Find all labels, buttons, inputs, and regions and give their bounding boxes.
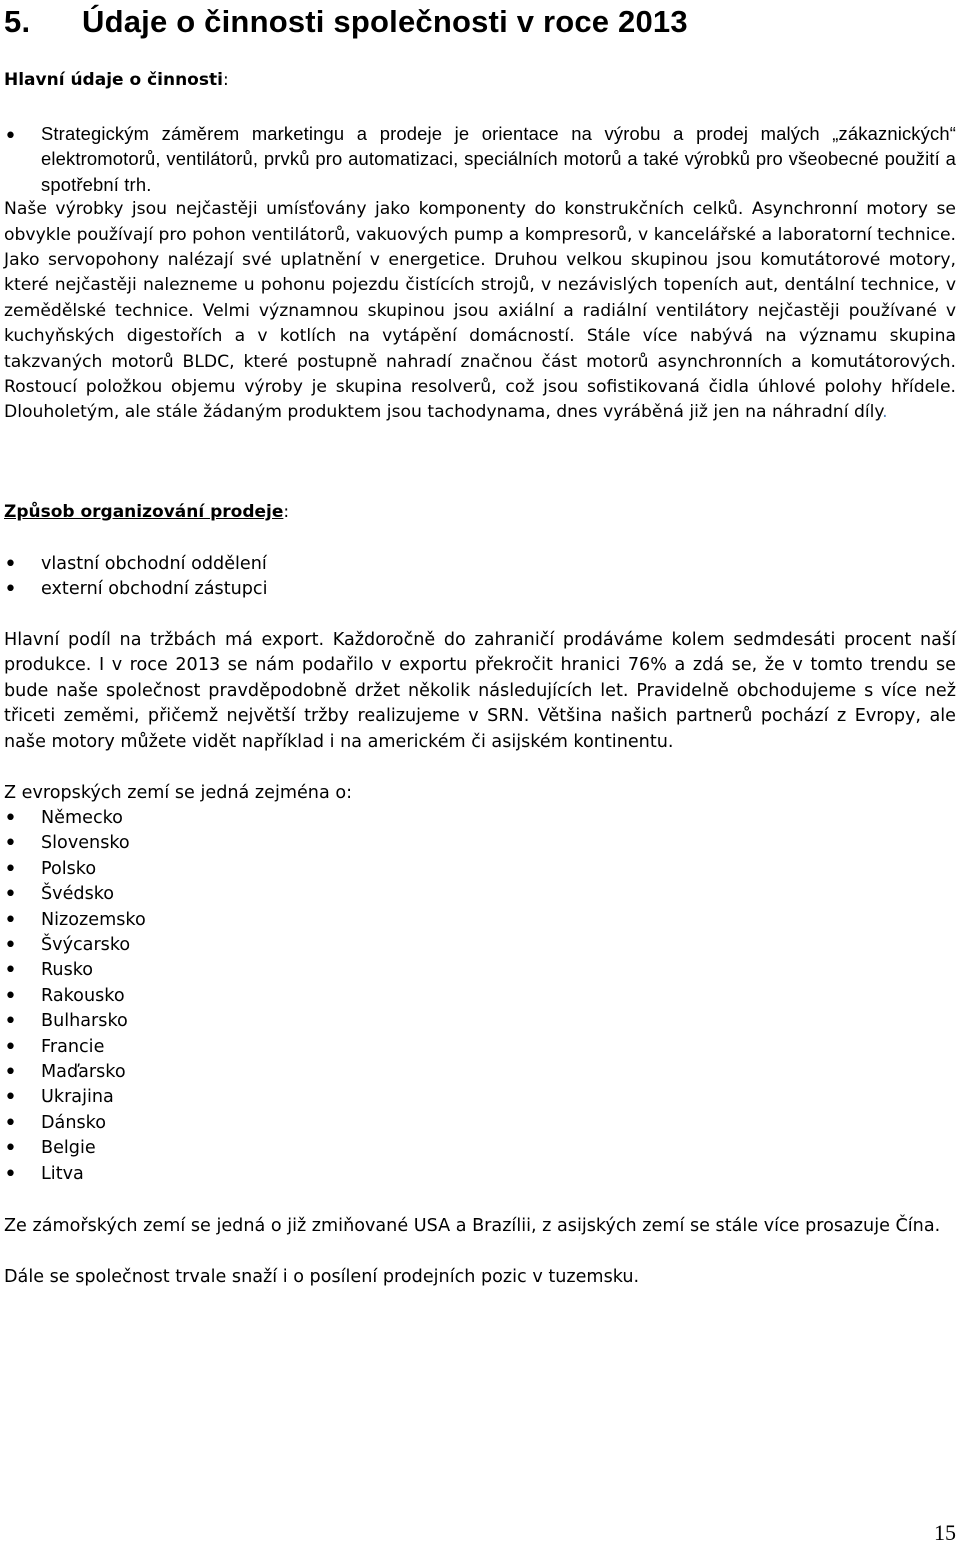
country-item: • Nizozemsko <box>4 908 956 933</box>
country-item: • Francie <box>4 1035 956 1060</box>
country-item: • Švýcarsko <box>4 933 956 958</box>
sales-channel-item: • externí obchodní zástupci <box>4 577 956 602</box>
activity-intro: Strategickým záměrem marketingu a prodeje je orientace na výrobu a prodej malých „zákaznických“ elektromotorů, ventilátorů, prvků pro automatizaci, speciálních motorů a také výrobků pro všeobecné použití a spotřební trh. <box>41 123 956 195</box>
activity-paragraph <box>4 121 956 426</box>
section-heading <box>4 4 688 40</box>
country-list <box>4 806 956 1187</box>
country-item: • Litva <box>4 1162 956 1187</box>
export-paragraph: Hlavní podíl na tržbách má export. Každoročně do zahraničí prodáváme kolem sedmdesáti procent naší produkce. I v roce 2013 se nám podařilo v exportu překročit hranici 76% a zdá se, že v tomto trendu se bude naše společnost pravděpodobně držet několik následujících let. Pravidelně obchodujeme s více než třiceti zeměmi, přičemž největší tržby realizujeme v SRN. Většina našich partnerů pochází z Evropy, ale naše motory můžete vidět například i na americkém či asijském kontinentu. <box>4 630 956 752</box>
subtitle-sales-organization: Způsob organizování prodeje: <box>4 502 290 522</box>
section-title: Údaje o činnosti společnosti v roce 2013 <box>82 4 688 39</box>
overseas-paragraph: Ze zámořských zemí se jedná o již zmiňované USA a Brazílii, z asijských zemí se stále více prosazuje Čína. <box>4 1216 941 1236</box>
europe-intro: Z evropských zemí se jedná zejména o: <box>4 783 353 803</box>
page-number: 15 <box>934 1520 956 1545</box>
country-item: • Rusko <box>4 958 956 983</box>
bullet-icon: • <box>4 124 17 149</box>
domestic-paragraph: Dále se společnost trvale snaží i o posílení prodejních pozic v tuzemsku. <box>4 1267 640 1287</box>
country-item: • Slovensko <box>4 831 956 856</box>
country-item: • Belgie <box>4 1136 956 1161</box>
country-item: • Polsko <box>4 857 956 882</box>
sales-channel-item: • vlastní obchodní oddělení <box>4 552 956 577</box>
subtitle-main-activities: Hlavní údaje o činnosti: <box>4 70 229 90</box>
country-item: • Švédsko <box>4 882 956 907</box>
sales-channels-list <box>4 552 956 603</box>
country-item: • Bulharsko <box>4 1009 956 1034</box>
country-item: • Německo <box>4 806 956 831</box>
country-item: • Dánsko <box>4 1111 956 1136</box>
country-item: • Maďarsko <box>4 1060 956 1085</box>
country-item: • Ukrajina <box>4 1085 956 1110</box>
subtitle-main-activities-text: Hlavní údaje o činnosti <box>4 70 223 90</box>
section-number: 5. <box>4 4 31 39</box>
subtitle-sales-organization-text: Způsob organizování prodeje <box>4 502 284 522</box>
country-item: • Rakousko <box>4 984 956 1009</box>
activity-detail: Naše výrobky jsou nejčastěji umísťovány jako komponenty do konstrukčních celků. Asynchronní motory se obvykle používají pro pohon ventilátorů, vakuových pump a kompresorů, v kancelářské a laboratorní technice. Jako servopohony nalézají své uplatnění v energetice. Druhou velkou skupinou jsou komutátorové motory, které nejčastěji nalezneme u pohonu pojezdu čistících strojů, v nezávislých topeních aut, dentální technice, v zemědělské technice. Velmi významnou skupinou jsou axiální a radiální ventilátory nejčastěji používané v kuchyňských digestořích a v kotlích na vytápění domácností. Stále více nabývá na významu skupina takzvaných motorů BLDC, které postupně nahradí značnou část motorů asynchronních a komutátorových. Rostoucí položkou objemu výroby je skupina resolverů, což jsou sofistikovaná čidla úhlové polohy hřídele. Dlouholetým, ale stále žádaným produktem jsou tachodynama, dnes vyráběná již jen na náhradní díly. <box>4 199 956 423</box>
